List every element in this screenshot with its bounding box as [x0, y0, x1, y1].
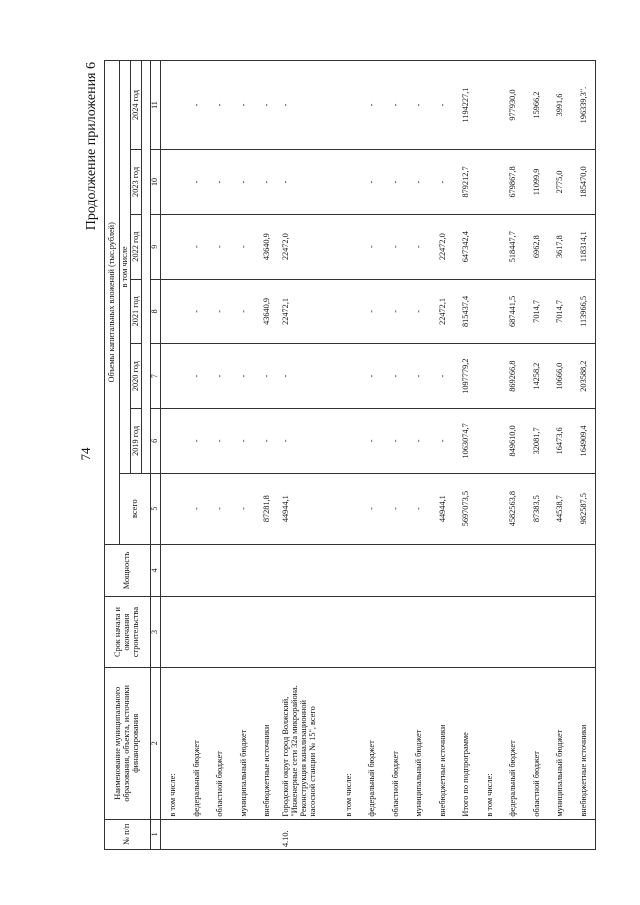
table-row [384, 61, 408, 850]
row-number [208, 819, 232, 849]
column-number: 3 [151, 597, 161, 668]
value-cell: 3617,8 [548, 214, 572, 279]
row-number [232, 819, 256, 849]
value-cell [161, 544, 185, 597]
value-cell: - [279, 150, 337, 215]
header-year: 2024 год [131, 61, 142, 150]
header-volume: Объемы капитальных вложений (тыс.рублей) [105, 61, 120, 545]
table-body [161, 61, 596, 850]
row-name: федеральный бюджет [185, 667, 209, 819]
value-cell: - [360, 61, 384, 150]
value-cell: 118314,1 [572, 214, 596, 279]
row-number: 4.10. [279, 819, 337, 849]
table-row [161, 61, 185, 850]
value-cell: 679867,8 [501, 150, 525, 215]
column-number: 4 [151, 544, 161, 597]
row-number [525, 819, 549, 849]
value-cell: - [279, 61, 337, 150]
value-cell: - [360, 473, 384, 544]
value-cell: 1097779,2 [454, 344, 478, 409]
row-name: областной бюджет [384, 667, 408, 819]
value-cell: - [185, 344, 209, 409]
value-cell: - [360, 344, 384, 409]
row-name: федеральный бюджет [360, 667, 384, 819]
row-number [337, 819, 361, 849]
column-number: 2 [151, 667, 161, 819]
table-row [255, 61, 279, 850]
value-cell: 6962,8 [525, 214, 549, 279]
value-cell: 22472,1 [431, 279, 455, 344]
table-row [232, 61, 256, 850]
value-cell [337, 473, 361, 544]
value-cell: - [255, 150, 279, 215]
value-cell: 16473,6 [548, 409, 572, 474]
value-cell: - [232, 150, 256, 215]
row-number [548, 819, 572, 849]
column-number: 1 [151, 819, 161, 849]
value-cell: 4582563,8 [501, 473, 525, 544]
row-number [478, 819, 502, 849]
value-cell: 5697073,5 [454, 473, 478, 544]
row-name: внебюджетные источники [572, 667, 596, 819]
value-cell: 1194227,1 [454, 61, 478, 150]
value-cell [337, 409, 361, 474]
value-cell [501, 544, 525, 597]
column-number: 8 [151, 279, 161, 344]
value-cell [454, 544, 478, 597]
value-cell [279, 597, 337, 668]
value-cell: - [185, 214, 209, 279]
value-cell [161, 344, 185, 409]
value-cell: 687441,5 [501, 279, 525, 344]
value-cell: 22472,1 [279, 279, 337, 344]
value-cell [572, 544, 596, 597]
row-number [384, 819, 408, 849]
row-number [407, 819, 431, 849]
value-cell: 44538,7 [548, 473, 572, 544]
value-cell: - [384, 214, 408, 279]
page-number: 74 [78, 447, 93, 461]
table-row [208, 61, 232, 850]
value-cell: 977930,0 [501, 61, 525, 150]
header-incl: в том числе [120, 61, 131, 474]
table-row [185, 61, 209, 850]
table-row [501, 61, 525, 850]
value-cell: 44944,1 [279, 473, 337, 544]
value-cell [161, 61, 185, 150]
value-cell: - [407, 150, 431, 215]
header-total: всего [120, 473, 151, 544]
value-cell: 2775,0 [548, 150, 572, 215]
value-cell: - [384, 61, 408, 150]
value-cell: 11099,9 [525, 150, 549, 215]
value-cell: - [360, 279, 384, 344]
value-cell [384, 544, 408, 597]
header-year: 2021 год [131, 279, 142, 344]
value-cell: - [208, 61, 232, 150]
row-name: муниципальный бюджет [548, 667, 572, 819]
value-cell: - [407, 214, 431, 279]
value-cell: 10666,0 [548, 344, 572, 409]
value-cell [478, 597, 502, 668]
row-name: в том числе: [337, 667, 361, 819]
value-cell: - [208, 409, 232, 474]
value-cell [407, 544, 431, 597]
value-cell: - [232, 473, 256, 544]
column-number: 6 [151, 409, 161, 474]
column-number: 10 [151, 150, 161, 215]
table-row [407, 61, 431, 850]
header-year: 2019 год [131, 409, 142, 474]
row-name: областной бюджет [525, 667, 549, 819]
value-cell: 32081,7 [525, 409, 549, 474]
value-cell [161, 409, 185, 474]
value-cell: - [232, 344, 256, 409]
value-cell [208, 597, 232, 668]
table-row [478, 61, 502, 850]
value-cell [478, 344, 502, 409]
value-cell: - [407, 344, 431, 409]
value-cell: - [407, 409, 431, 474]
value-cell: - [208, 473, 232, 544]
value-cell: - [208, 344, 232, 409]
header-term: Срок начала и окончания строительства [105, 597, 151, 668]
value-cell: - [185, 409, 209, 474]
value-cell: 14258,2 [525, 344, 549, 409]
table-row [279, 61, 337, 850]
table-row [548, 61, 572, 850]
value-cell [161, 150, 185, 215]
value-cell [478, 150, 502, 215]
value-cell: 879212,7 [454, 150, 478, 215]
row-number [572, 819, 596, 849]
value-cell [337, 279, 361, 344]
value-cell: - [255, 344, 279, 409]
value-cell: 22472,0 [431, 214, 455, 279]
row-name: муниципальный бюджет [232, 667, 256, 819]
value-cell [407, 597, 431, 668]
value-cell [548, 597, 572, 668]
value-cell: 44944,1 [431, 473, 455, 544]
value-cell: 815437,4 [454, 279, 478, 344]
value-cell: 518447,7 [501, 214, 525, 279]
value-cell [478, 409, 502, 474]
value-cell: - [255, 61, 279, 150]
value-cell: 113966,5 [572, 279, 596, 344]
value-cell [360, 544, 384, 597]
value-cell: 1063074,7 [454, 409, 478, 474]
value-cell [501, 597, 525, 668]
value-cell [478, 214, 502, 279]
value-cell: 7014,7 [525, 279, 549, 344]
value-cell: - [185, 279, 209, 344]
value-cell [161, 473, 185, 544]
row-number [501, 819, 525, 849]
row-name: внебюджетные источники [431, 667, 455, 819]
value-cell: 196339,3". [572, 61, 596, 150]
value-cell: - [431, 61, 455, 150]
value-cell: 87281,8 [255, 473, 279, 544]
row-number [454, 819, 478, 849]
value-cell [185, 597, 209, 668]
value-cell: - [360, 214, 384, 279]
value-cell: 43640,9 [255, 279, 279, 344]
table-row [572, 61, 596, 850]
value-cell: - [208, 214, 232, 279]
header-year: 2023 год [131, 150, 142, 215]
value-cell [279, 544, 337, 597]
header-num: № п/п [105, 819, 151, 849]
row-number [431, 819, 455, 849]
value-cell [337, 61, 361, 150]
value-cell [548, 544, 572, 597]
continuation-note: Продолжение приложения 6 [84, 62, 99, 231]
value-cell [478, 279, 502, 344]
value-cell [478, 61, 502, 150]
value-cell [337, 214, 361, 279]
value-cell: 87383,5 [525, 473, 549, 544]
value-cell [185, 544, 209, 597]
value-cell: 43640,9 [255, 214, 279, 279]
column-number: 7 [151, 344, 161, 409]
value-cell: - [232, 279, 256, 344]
value-cell [384, 597, 408, 668]
capital-investment-table [104, 60, 596, 850]
value-cell [337, 544, 361, 597]
value-cell [161, 597, 185, 668]
column-number: 9 [151, 214, 161, 279]
value-cell: - [384, 344, 408, 409]
value-cell [337, 597, 361, 668]
value-cell: 982587,5 [572, 473, 596, 544]
value-cell: - [232, 409, 256, 474]
row-name: муниципальный бюджет [407, 667, 431, 819]
value-cell [360, 597, 384, 668]
value-cell: - [384, 150, 408, 215]
value-cell: 7014,7 [548, 279, 572, 344]
value-cell: 3991,6 [548, 61, 572, 150]
value-cell: - [360, 150, 384, 215]
value-cell: - [431, 344, 455, 409]
row-number [360, 819, 384, 849]
value-cell: - [232, 61, 256, 150]
value-cell [454, 597, 478, 668]
row-name: в том числе: [161, 667, 185, 819]
row-name: внебюджетные источники [255, 667, 279, 819]
value-cell: - [185, 150, 209, 215]
value-cell: - [407, 279, 431, 344]
value-cell [431, 597, 455, 668]
value-cell: - [185, 473, 209, 544]
value-cell [572, 597, 596, 668]
row-number [255, 819, 279, 849]
value-cell: 647342,4 [454, 214, 478, 279]
value-cell: - [431, 150, 455, 215]
value-cell [478, 473, 502, 544]
value-cell: 22472,0 [279, 214, 337, 279]
value-cell: 203588,2 [572, 344, 596, 409]
row-name: в том числе: [478, 667, 502, 819]
table-header [105, 61, 161, 850]
table-row [431, 61, 455, 850]
column-number: 5 [151, 473, 161, 544]
value-cell: - [255, 409, 279, 474]
value-cell [478, 544, 502, 597]
value-cell [255, 544, 279, 597]
value-cell: - [384, 279, 408, 344]
row-number [185, 819, 209, 849]
value-cell [161, 214, 185, 279]
value-cell: - [360, 409, 384, 474]
value-cell [232, 597, 256, 668]
value-cell: 15966,2 [525, 61, 549, 150]
value-cell: - [279, 409, 337, 474]
row-name: федеральный бюджет [501, 667, 525, 819]
header-power: Мощность [105, 544, 151, 597]
value-cell: - [185, 61, 209, 150]
row-name: Итого по подпрограмме [454, 667, 478, 819]
value-cell: - [232, 214, 256, 279]
row-name: Городской округ город Волжский, "Инженерные сети 32а микрорайона. Реконструкция канализационной насосной станции № 15", всего [279, 667, 337, 819]
value-cell [525, 597, 549, 668]
value-cell [525, 544, 549, 597]
value-cell: - [279, 344, 337, 409]
value-cell: - [384, 409, 408, 474]
value-cell: 185470,0 [572, 150, 596, 215]
value-cell [161, 279, 185, 344]
value-cell [208, 544, 232, 597]
row-name: областной бюджет [208, 667, 232, 819]
header-year: 2022 год [131, 214, 142, 279]
value-cell [337, 344, 361, 409]
table-row [360, 61, 384, 850]
table-row [454, 61, 478, 850]
value-cell: 164909,4 [572, 409, 596, 474]
value-cell: - [407, 61, 431, 150]
value-cell: - [208, 150, 232, 215]
header-name: Наименование муниципального образования, объекта, источники финансирования [105, 667, 151, 819]
value-cell [337, 150, 361, 215]
value-cell: - [431, 409, 455, 474]
value-cell: 869266,8 [501, 344, 525, 409]
value-cell [255, 597, 279, 668]
value-cell: - [407, 473, 431, 544]
value-cell: - [208, 279, 232, 344]
row-number [161, 819, 185, 849]
table-row [337, 61, 361, 850]
value-cell: - [384, 473, 408, 544]
rotated-table-area [84, 60, 588, 850]
value-cell [232, 544, 256, 597]
value-cell [431, 544, 455, 597]
table-row [525, 61, 549, 850]
header-year: 2020 год [131, 344, 142, 409]
value-cell: 849610,0 [501, 409, 525, 474]
column-number: 11 [151, 61, 161, 150]
